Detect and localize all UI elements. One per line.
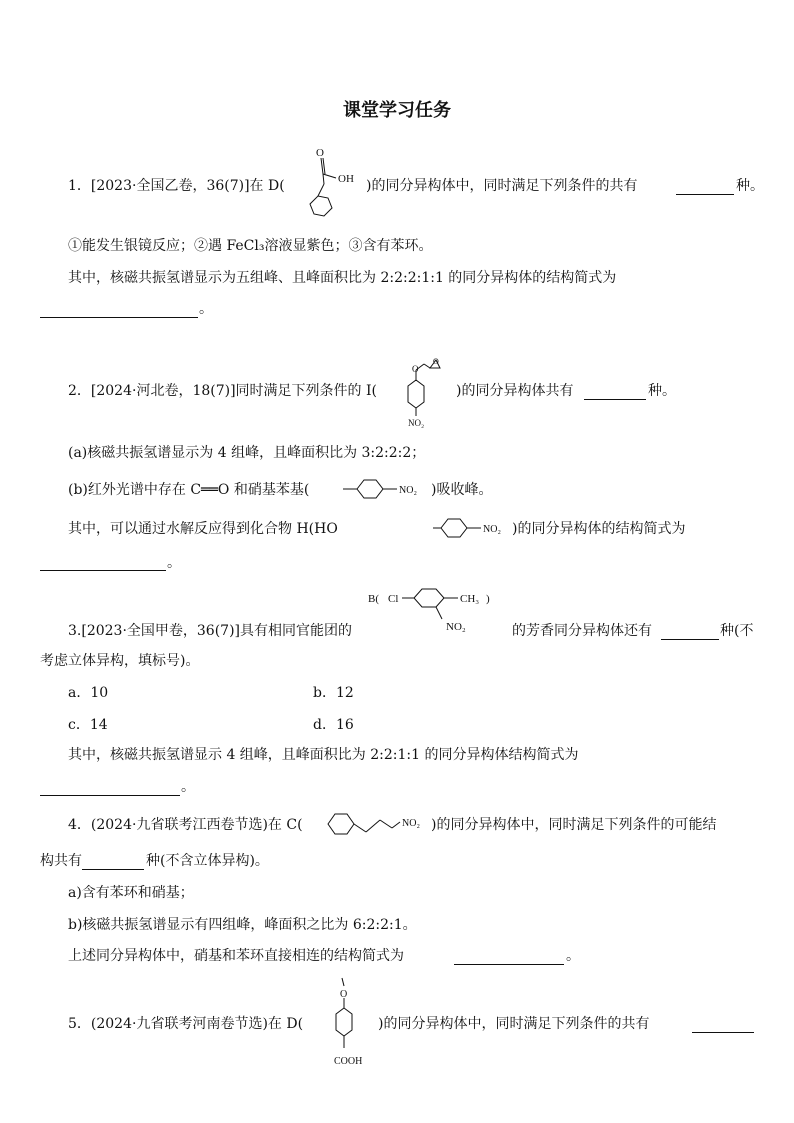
q3-struct-cl-label: Cl — [388, 593, 399, 605]
q1-structure — [296, 146, 366, 226]
q4-answer-blank[interactable] — [82, 869, 144, 870]
q2-structure — [396, 356, 456, 436]
q1-structure-blank[interactable] — [40, 317, 198, 318]
q2-note: 其中，可以通过水解反应得到化合物 H(HO — [68, 521, 338, 537]
q1-answer-blank[interactable] — [676, 194, 734, 195]
page-title: 课堂学习任务 — [343, 100, 451, 121]
q3-option-c: c．14 — [68, 717, 108, 733]
q2-compound-h-no2-label: NO₂ — [483, 524, 501, 535]
q3-note-end: 。 — [181, 779, 195, 795]
q4-prefix: 4．(2024·九省联考江西卷节选)在 C( — [68, 817, 303, 833]
q2-condition-a: (a)核磁共振氢谱显示为 4 组峰，且峰面积比为 3:2:2:2； — [68, 445, 426, 461]
q5-struct-o-label: O — [340, 989, 348, 1000]
q4-structure-blank[interactable] — [454, 964, 564, 965]
q2-condition-b-end: )吸收峰。 — [431, 482, 493, 498]
q4-condition-b: b)核磁共振氢谱显示有四组峰，峰面积之比为 6:2:2:1。 — [68, 917, 417, 933]
q3-struct-ch3-label: CH₃ — [460, 593, 480, 605]
q3-option-d: d．16 — [313, 717, 354, 733]
q1-unit: 种。 — [736, 178, 764, 194]
q4-note: 上述同分异构体中，硝基和苯环直接相连的结构简式为 — [68, 948, 404, 964]
q2-compound-h-structure — [433, 515, 523, 541]
q3-suffix: 的芳香同分异构体还有 — [512, 623, 652, 639]
q3-line2: 考虑立体异构，填标号)。 — [40, 653, 200, 669]
q3-struct-prefix: B( — [368, 593, 379, 605]
q5-struct-cooh-label: COOH — [334, 1056, 363, 1067]
q4-note-end: 。 — [566, 948, 580, 964]
q2-prefix: 2．[2024·河北卷，18(7)]同时满足下列条件的 I( — [68, 383, 377, 399]
q1-struct-oh-label: OH — [338, 173, 354, 185]
q2-answer-blank[interactable] — [584, 399, 646, 400]
q1-note: 其中，核磁共振氢谱显示为五组峰、且峰面积比为 2:2:2:1:1 的同分异构体的结构简式为 — [68, 270, 617, 286]
q3-unit: 种(不 — [720, 623, 754, 639]
q4-struct-no2-label: NO₂ — [402, 818, 420, 829]
q3-structure — [368, 586, 508, 642]
q3-answer-blank[interactable] — [661, 639, 719, 640]
q2-struct-no2-label: NO₂ — [408, 418, 425, 428]
q4-line2-prefix: 构共有 — [40, 853, 82, 869]
q2-nitrophenyl-no2-label: NO₂ — [399, 485, 417, 496]
q3-struct-no2-label: NO₂ — [446, 621, 466, 633]
q2-condition-b: (b)红外光谱中存在 C══O 和硝基苯基( — [68, 482, 310, 498]
q3-struct-close: ) — [486, 593, 490, 605]
q4-condition-a: a)含有苯环和硝基； — [68, 885, 194, 901]
q1-suffix: )的同分异构体中，同时满足下列条件的共有 — [366, 178, 638, 194]
q3-prefix: 3.[2023·全国甲卷，36(7)]具有相同官能团的 — [68, 623, 353, 639]
q4-line2-suffix: 种(不含立体异构)。 — [146, 853, 269, 869]
q2-nitrophenyl-structure — [343, 476, 443, 502]
q2-suffix: )的同分异构体共有 — [456, 383, 574, 399]
q3-option-a: a．10 — [68, 685, 109, 701]
q3-note: 其中，核磁共振氢谱显示 4 组峰，且峰面积比为 2:2:1:1 的同分异构体结构简式为 — [68, 747, 579, 763]
q2-note-cont: )的同分异构体的结构简式为 — [512, 521, 686, 537]
q5-suffix: )的同分异构体中，同时满足下列条件的共有 — [378, 1016, 650, 1032]
q5-answer-blank[interactable] — [692, 1032, 754, 1033]
q3-option-b: b．12 — [313, 685, 354, 701]
q1-conditions: ①能发生银镜反应；②遇 FeCl₃溶液显紫色；③含有苯环。 — [68, 238, 433, 254]
q4-structure — [320, 808, 430, 840]
q2-struct-o-label: O — [412, 364, 419, 374]
q3-structure-blank[interactable] — [40, 795, 180, 796]
q1-note-end: 。 — [199, 301, 213, 317]
q5-prefix: 5．(2024·九省联考河南卷节选)在 D( — [68, 1016, 304, 1032]
q2-note-end: 。 — [167, 555, 181, 571]
q2-structure-blank[interactable] — [40, 570, 166, 571]
q1-struct-o-label: O — [316, 147, 324, 159]
q2-unit: 种。 — [648, 383, 676, 399]
q2-struct-epoxide-o-label: O — [433, 357, 439, 366]
q4-suffix: )的同分异构体中，同时满足下列条件的可能结 — [431, 817, 717, 833]
q1-prefix: 1．[2023·全国乙卷，36(7)]在 D( — [68, 178, 285, 194]
